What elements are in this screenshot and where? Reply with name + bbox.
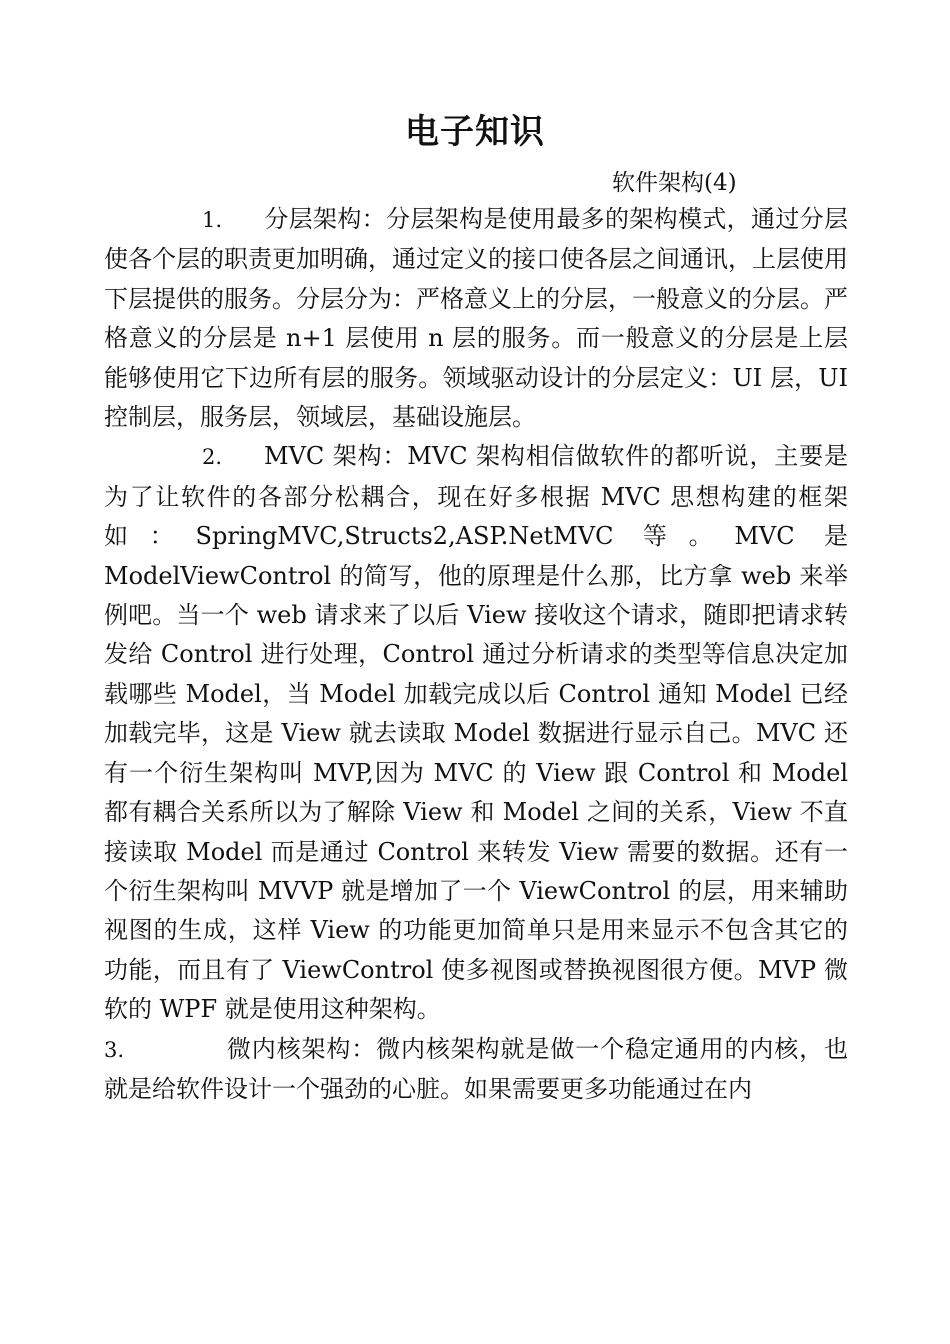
document-subtitle: 软件架构(4) <box>612 170 737 196</box>
paragraph-1-number: 1. <box>202 208 223 232</box>
paragraph-3-text: 微内核架构：微内核架构就是做一个稳定通用的内核，也就是给软件设计一个强劲的心脏。如果需要更多功能通过在内 <box>104 1034 848 1103</box>
paragraph-3 <box>104 1030 848 1110</box>
document-body <box>104 200 848 1109</box>
paragraph-1-text: 分层架构：分层架构是使用最多的架构模式，通过分层使各个层的职责更加明确，通过定义的接口使各层之间通讯，上层使用下层提供的服务。分层分为：严格意义上的分层，一般意义的分层。严格意义的分层是 n+1 层使用 n 层的服务。而一般意义的分层是上层能够使用它下边所有层的服务。领域驱动设计的分层定义：UI 层，UI 控制层，服务层，领域层，基础设施层。 <box>104 205 848 432</box>
paragraph-2 <box>104 437 848 1029</box>
paragraph-3-number: 3. <box>104 1037 125 1062</box>
paragraph-1 <box>104 200 848 437</box>
paragraph-2-number: 2. <box>202 445 223 470</box>
paragraph-2-text: MVC 架构：MVC 架构相信做软件的都听说，主要是为了让软件的各部分松耦合，现在好多根据 MVC 思想构建的框架如：SpringMVC,Structs2,ASP.NetMVC 等。MVC 是 ModelViewControl 的简写，他的原理是什么那，比方拿 web 来举例吧。当一个 web 请求来了以后 View 接收这个请求，随即把请求转发给 Control 进行处理，Control 通过分析请求的类型等信息决定加载哪些 Model，当 Model 加载完成以后 Control 通知 Model 已经加载完毕，这是 View 就去读取 Model 数据进行显示自己。MVC 还有一个衍生架构叫 MVP,因为 MVC 的 View 跟 Control 和 Model 都有耦合关系所以为了解除 View 和 Model 之间的关系，View 不直接读取 Model 而是通过 Control 来转发 View 需要的数据。还有一个衍生架构叫 MVVP 就是增加了一个 ViewControl 的层，用来辅助视图的生成，这样 View 的功能更加简单只是用来显示不包含其它的功能，而且有了 ViewControl 使多视图或替换视图很方便。MVP 微软的 WPF 就是使用这种架构。 <box>104 442 848 1024</box>
document-title: 电子知识 <box>405 112 545 152</box>
